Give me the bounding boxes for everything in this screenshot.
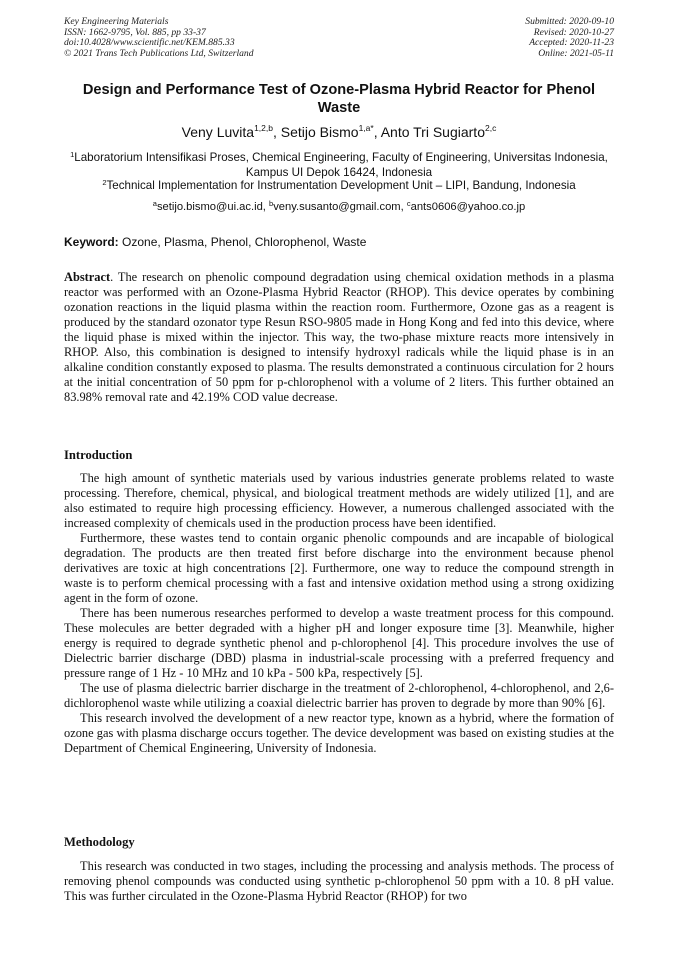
author-separator: , — [272, 124, 281, 140]
date-online: Online: 2021-05-11 — [538, 47, 614, 59]
journal-info — [64, 17, 254, 59]
email-mark: a — [152, 199, 157, 208]
author-name: Anto Tri Sugiarto — [380, 124, 485, 140]
email-mark: b — [269, 199, 274, 208]
methodology-section — [64, 859, 614, 904]
paper-title: Design and Performance Test of Ozone-Plasma Hybrid Reactor for Phenol Waste — [82, 82, 596, 116]
affiliation-number: 2 — [102, 178, 107, 187]
affiliation-number: 1 — [70, 150, 75, 159]
affiliation-text: Technical Implementation for Instrumentation Development Unit – LIPI, Bandung, Indonesia — [106, 179, 576, 192]
date-accepted: Accepted: 2020-11-23 — [529, 37, 614, 49]
keywords — [64, 235, 366, 250]
keywords-label: Keyword: — [64, 235, 119, 249]
abstract-text: . The research on phenolic compound degradation using chemical oxidation methods in a plasma reactor was performed with an Ozone-Plasma Hybrid Reactor (RHOP). This device operates by combining ozonation reactions in the liquid plasma within the reaction room. Furthermore, Ozone gas as a reagent is produced by the standard ozonator type Resun RSO-9805 made in Hong Kong and fed into this device, where the liquid phase is mixed within the injector. This way, the two-phase mixture reacts more intensively in RHOP. Also, this combination is designed to intensify hydroxyl radicals while the liquid phase is in an alkaline condition constantly exposed to plasma. The results demonstrated a continuous circulation for 2 hours at the initial concentration of 50 ppm for p-chlorophenol with a volume of 2 liters. This further obtained an 83.98% removal rate and 42.19% COD value decrease. — [64, 270, 614, 404]
abstract — [64, 270, 614, 405]
email-address: setijo.bismo@ui.ac.id, — [156, 201, 270, 213]
email-mark: c — [406, 199, 411, 208]
author-affiliation-mark: 1,2,b — [254, 123, 273, 133]
paragraph: The use of plasma dielectric barrier discharge in the treatment of 2-chlorophenol, 4-chlorophenol, and 2,6-dichlorophenol waste while utilizing a coaxial dielectric barrier has proven to degrade by more than 90% [6]. — [64, 681, 614, 710]
affiliation — [64, 150, 614, 180]
keywords-text: Ozone, Plasma, Phenol, Chlorophenol, Waste — [118, 235, 367, 249]
paragraph: Furthermore, these wastes tend to contain organic phenolic compounds and are incapable of biological degradation. The products are then treated first before discharge into the environment because phenol derivatives are toxic at high concentrations [2]. Furthermore, one way to reduce the compound strength in waste is to perform chemical processing with a fast and intensive oxidation method using a strong oxidizing agent in the form of ozone. — [64, 531, 614, 605]
author-affiliation-mark: 1,a* — [358, 123, 374, 133]
author-affiliation-mark: 2,c — [484, 123, 497, 133]
section-heading-introduction: Introduction — [64, 448, 133, 462]
paragraph: There has been numerous researches performed to develop a waste treatment process for this compound. These molecules are better degraded with a higher pH and longer exposure time [3]. Meanwhile, higher energy is required to degrade synthetic phenol and p-chlorophenol [4]. This procedure involves the use of Dielectric barrier discharge (DBD) plasma in industrial-scale processing with a preferred frequency and pressure range of 1 Hz - 10 MHz and 10 kPa - 500 kPa, respectively [5]. — [64, 606, 614, 680]
journal-doi: doi:10.4028/www.scientific.net/KEM.885.33 — [64, 37, 235, 49]
affiliation — [64, 178, 614, 193]
section-heading-methodology: Methodology — [64, 835, 135, 849]
date-revised: Revised: 2020-10-27 — [533, 26, 614, 38]
journal-issn: ISSN: 1662-9795, Vol. 885, pp 33-37 — [64, 26, 206, 38]
paragraph: This research was conducted in two stages, including the processing and analysis methods. The process of removing phenol compounds was conducted using synthetic p-chlorophenol 50 ppm with a 10. 8 pH value. This was further circulated in the Ozone-Plasma Hybrid Reactor (RHOP) for two — [64, 859, 614, 903]
submission-dates — [525, 17, 614, 59]
journal-copyright: © 2021 Trans Tech Publications Ltd, Switzerland — [64, 47, 254, 59]
email-address: veny.susanto@gmail.com, — [273, 201, 407, 213]
author-separator: , — [373, 124, 381, 140]
author-emails — [64, 200, 614, 215]
abstract-label: Abstract — [64, 270, 111, 284]
author-name: Veny Luvita — [181, 124, 255, 140]
affiliation-text: Laboratorium Intensifikasi Proses, Chemical Engineering, Faculty of Engineering, Universitas Indonesia, Kampus UI Depok 16424, Indonesia — [74, 151, 608, 179]
introduction-section — [64, 471, 614, 756]
email-address: ants0606@yahoo.co.jp — [410, 201, 526, 213]
author-name: Setijo Bismo — [280, 124, 359, 140]
journal-name: Key Engineering Materials — [64, 16, 169, 27]
paragraph: The high amount of synthetic materials used by various industries generate problems related to waste processing. Therefore, chemical, physical, and biological treatment methods are widely utilized [1], and are also estimated to require high processing efficiency. However, a numerous challenged associated with the increased complexity of chemicals used in the production process have been identified. — [64, 471, 614, 530]
date-submitted: Submitted: 2020-09-10 — [525, 16, 614, 27]
paragraph: This research involved the development of a new reactor type, known as a hybrid, where the formation of ozone gas with plasma discharge occurs together. The device development was based on existing studies at the Department of Chemical Engineering, University of Indonesia. — [64, 711, 614, 755]
author-list — [64, 123, 614, 141]
